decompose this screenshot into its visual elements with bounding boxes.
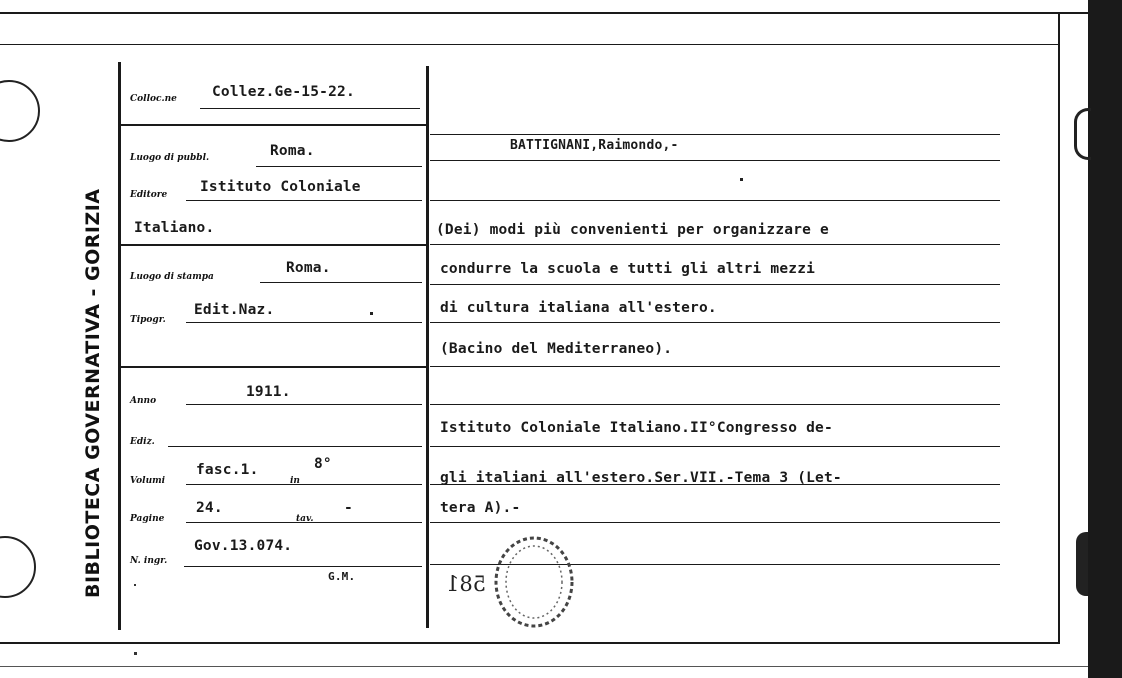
library-seal	[490, 530, 580, 630]
value-volumi: fasc.1.	[196, 462, 259, 478]
middle-column-divider	[426, 66, 429, 628]
handwritten-number: 581	[446, 572, 487, 596]
right-tab-mark	[1074, 108, 1091, 160]
series-line: tera A).-	[440, 500, 521, 516]
author-heading: BATTIGNANI,Raimondo,-	[510, 138, 679, 153]
bottom-speck	[134, 652, 137, 655]
label-luogo-pubbl: Luogo di pubbl.	[130, 153, 210, 163]
tipografia-dot	[370, 312, 373, 315]
label-numero-ingresso: N. ingr.	[130, 556, 168, 566]
label-volumi: Volumi	[130, 476, 166, 486]
left-margin-dot	[134, 584, 136, 586]
label-editore: Editore	[130, 190, 168, 200]
left-column-border	[118, 62, 121, 630]
label-anno: Anno	[130, 396, 157, 406]
scan-edge-right	[1088, 0, 1122, 678]
value-formato: 8°	[314, 456, 332, 472]
label-pagine: Pagine	[130, 514, 165, 524]
punch-hole-bottom	[0, 536, 36, 598]
right-rule-9	[430, 446, 1000, 447]
card-top-edge	[0, 12, 1090, 14]
left-rule-sub-3	[186, 200, 422, 201]
right-rule-2	[430, 160, 1000, 161]
title-line: condurre la scuola e tutti gli altri mezzi	[440, 261, 816, 277]
value-initials: G.M.	[328, 570, 356, 583]
left-rule-sub-10	[184, 566, 422, 567]
right-rule-1	[430, 134, 1000, 135]
left-rule-1	[120, 124, 426, 126]
left-rule-sub-5	[186, 322, 422, 323]
left-rule-sub-4	[260, 282, 422, 283]
value-tipografia: Edit.Naz.	[194, 302, 275, 318]
value-collocazione: Collez.Ge-15-22.	[212, 84, 355, 100]
title-line: (Bacino del Mediterraneo).	[440, 341, 673, 357]
series-line: Istituto Coloniale Italiano.II°Congresso de-	[440, 420, 833, 436]
punch-hole-top	[0, 80, 40, 142]
card-bottom-edge-2	[0, 666, 1090, 667]
card-bottom-edge	[0, 642, 1060, 644]
left-rule-sub-2	[256, 166, 422, 167]
right-rule-8	[430, 404, 1000, 405]
label-tavole: tav.	[296, 514, 314, 524]
card-upper-rule	[0, 44, 1060, 45]
value-pagine: 24.	[196, 500, 223, 516]
card-right-border	[1058, 14, 1060, 644]
value-luogo-pubbl: Roma.	[270, 143, 315, 159]
label-edizione: Ediz.	[130, 437, 155, 447]
right-rule-5	[430, 284, 1000, 285]
left-rule-3	[120, 366, 426, 368]
left-rule-sub-6	[186, 404, 422, 405]
right-tab-mark-2	[1076, 532, 1088, 596]
title-line: di cultura italiana all'estero.	[440, 300, 717, 316]
library-stamp: BIBLIOTECA GOVERNATIVA - GORIZIA	[82, 188, 104, 598]
label-luogo-stampa: Luogo di stampa	[130, 272, 214, 282]
right-rule-4	[430, 244, 1000, 245]
left-rule-sub-7	[168, 446, 422, 447]
value-luogo-stampa: Roma.	[286, 260, 331, 276]
label-formato: in	[290, 476, 300, 486]
label-collocazione: Colloc.ne	[130, 94, 177, 104]
author-dot	[740, 178, 743, 181]
right-rule-3	[430, 200, 1000, 201]
value-numero-ingresso: Gov.13.074.	[194, 538, 293, 554]
right-rule-7	[430, 366, 1000, 367]
title-line: (Dei) modi più convenienti per organizzare e	[436, 222, 829, 238]
value-anno: 1911.	[246, 384, 291, 400]
value-tavole: -	[344, 500, 353, 516]
label-tipografia: Tipogr.	[130, 315, 166, 325]
series-line: gli italiani all'estero.Ser.VII.-Tema 3 (Let-	[440, 470, 842, 486]
right-rule-11	[430, 522, 1000, 523]
left-rule-sub-8	[186, 484, 422, 485]
right-rule-6	[430, 322, 1000, 323]
left-rule-sub-1	[200, 108, 420, 109]
left-rule-2	[120, 244, 426, 246]
value-editore: Istituto Coloniale	[200, 179, 361, 195]
value-editore-cont: Italiano.	[134, 220, 215, 236]
